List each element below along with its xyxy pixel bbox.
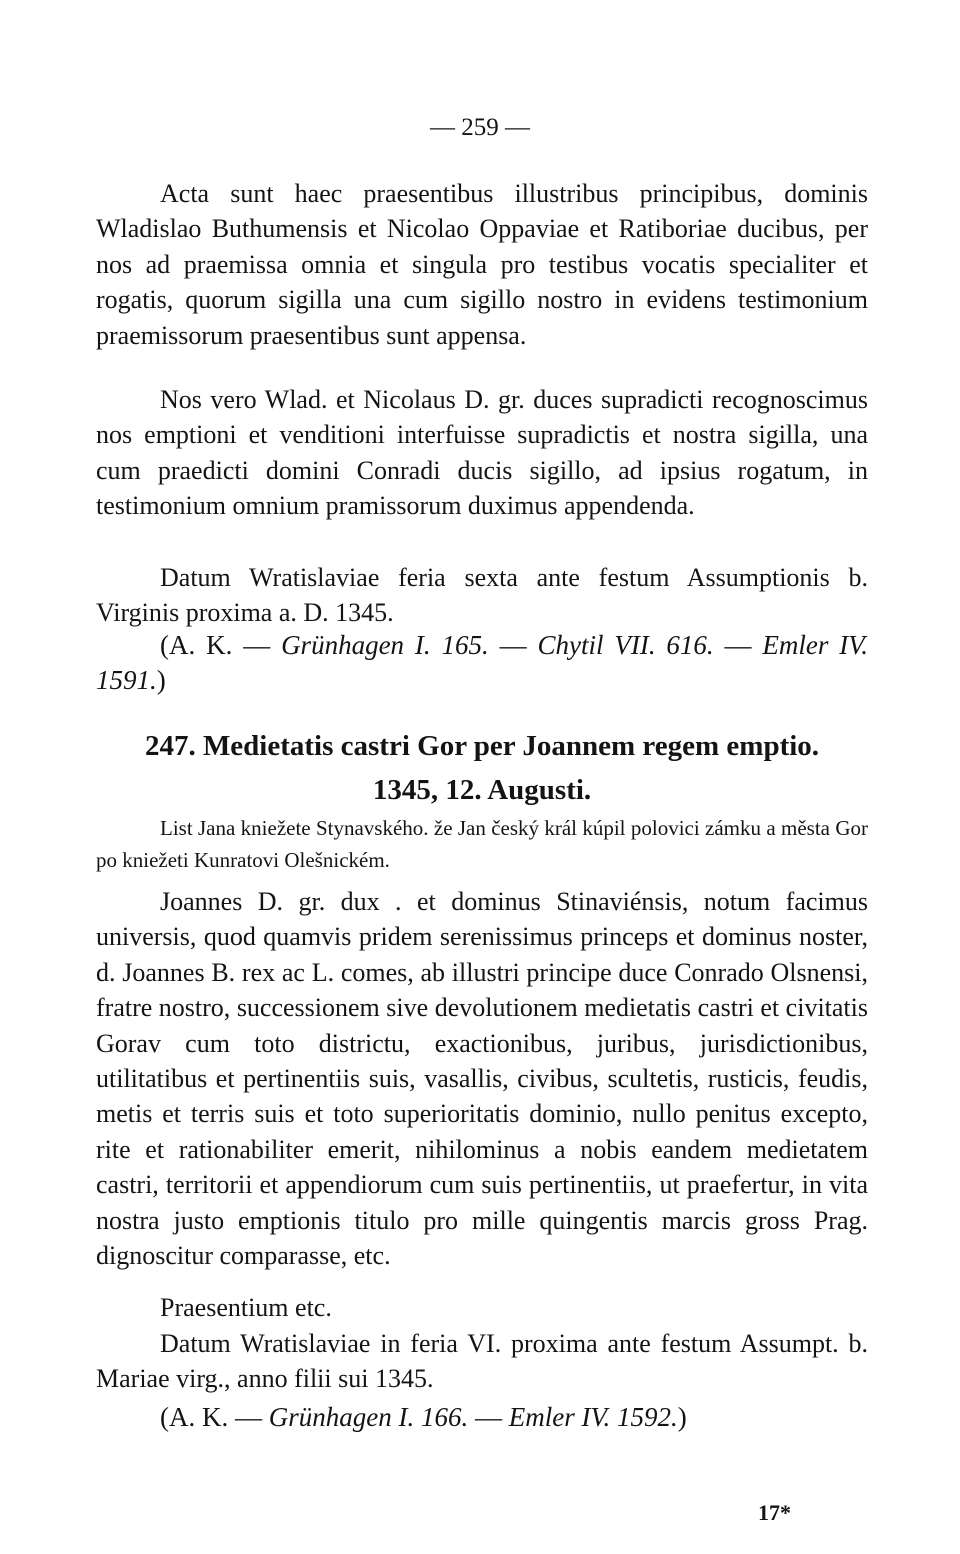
document-date: 1345, 12. Augusti. [372, 774, 592, 806]
ref-open: (A. K. — [160, 1402, 269, 1432]
paragraph-praesentium: Praesentium etc. [160, 1293, 332, 1322]
source-reference-2 [96, 1400, 868, 1435]
page-number: — 259 — [430, 114, 530, 141]
document-title: 247. Medietatis castri Gor per Joannem regem emptio. [144, 730, 820, 762]
ref-open: (A. K. — [160, 630, 282, 660]
paragraph-datum-1: Datum Wratislaviae feria sexta ante festum Assumptionis b. Virginis proxima a. D. 1345. [96, 563, 868, 628]
ref-grunhagen: Grünhagen I. 166. [268, 1402, 469, 1432]
ref-separator: — [713, 630, 763, 660]
source-reference-1 [96, 628, 868, 699]
ref-emler: Emler IV. 1591. [96, 630, 868, 696]
document-summary: List Jana kniežete Stynavského. že Jan český král kúpil polovici zámku a města Gor po kniežeti Kunratovi Olešnickém. [96, 816, 868, 872]
ref-separator: — [488, 630, 538, 660]
ref-grunhagen: Grünhagen I. 165. [281, 630, 489, 660]
paragraph-datum-2: Datum Wratislaviae in feria VI. proxima ante festum Assumpt. b. Mariae virg., anno filii sui 1345. [96, 1329, 868, 1394]
paragraph-acta: Acta sunt haec praesentibus illustribus principibus, dominis Wladislao Buthumensis et Nicolao Oppaviae et Ratiboriae ducibus, per nos ad praemissa omnia et singula pro testibus vocatis specialiter et rogatis, quorum sigilla una cum sigillo nostro in evidens testimonium praemissorum praesentibus sunt appensa. [96, 179, 868, 350]
paragraph-nos-vero: Nos vero Wlad. et Nicolaus D. gr. duces supradicti recognoscimus nos emptioni et venditioni interfuisse supradictis et nostra sigilla, una cum praedicti domini Conradi ducis sigillo, ad ipsius rogatum, in testimonium omnium pramissorum duximus appendenda. [96, 385, 868, 521]
signature-mark: 17* [758, 1500, 791, 1525]
ref-chytil: Chytil VII. 616. [537, 630, 714, 660]
ref-close: ) [677, 1402, 687, 1432]
ref-emler: Emler IV. 1592. [508, 1402, 678, 1432]
ref-close: ) [156, 665, 166, 696]
ref-separator: — [468, 1402, 509, 1432]
paragraph-joannes: Joannes D. gr. dux . et dominus Stinaviénsis, notum facimus universis, quod quamvis pridem serenissimus princeps et dominus noster, d. Joannes B. rex ac L. comes, ab illustri principe duce Conrado Olsnensi, fratre nostro, successionem sive devolutionem medietatis castri et civitatis Gorav cum toto districtu, exactionibus, juribus, jurisdictionibus, utilitatibus et pertinentiis suis, vasallis, civibus, scultetis, rusticis, feudis, metis et terris suis et toto superioritatis dominio, nullo penitus excepto, rite et rationabiliter emerit, nihilominus a nobis eandem medietatem castri, territorii et appendiorum cum suis pertinentiis, ut praefertur, in vita nostra justo emptionis titulo pro mille quingentis marcis gross Prag. dignoscitur comparasse, etc. [96, 887, 868, 1271]
